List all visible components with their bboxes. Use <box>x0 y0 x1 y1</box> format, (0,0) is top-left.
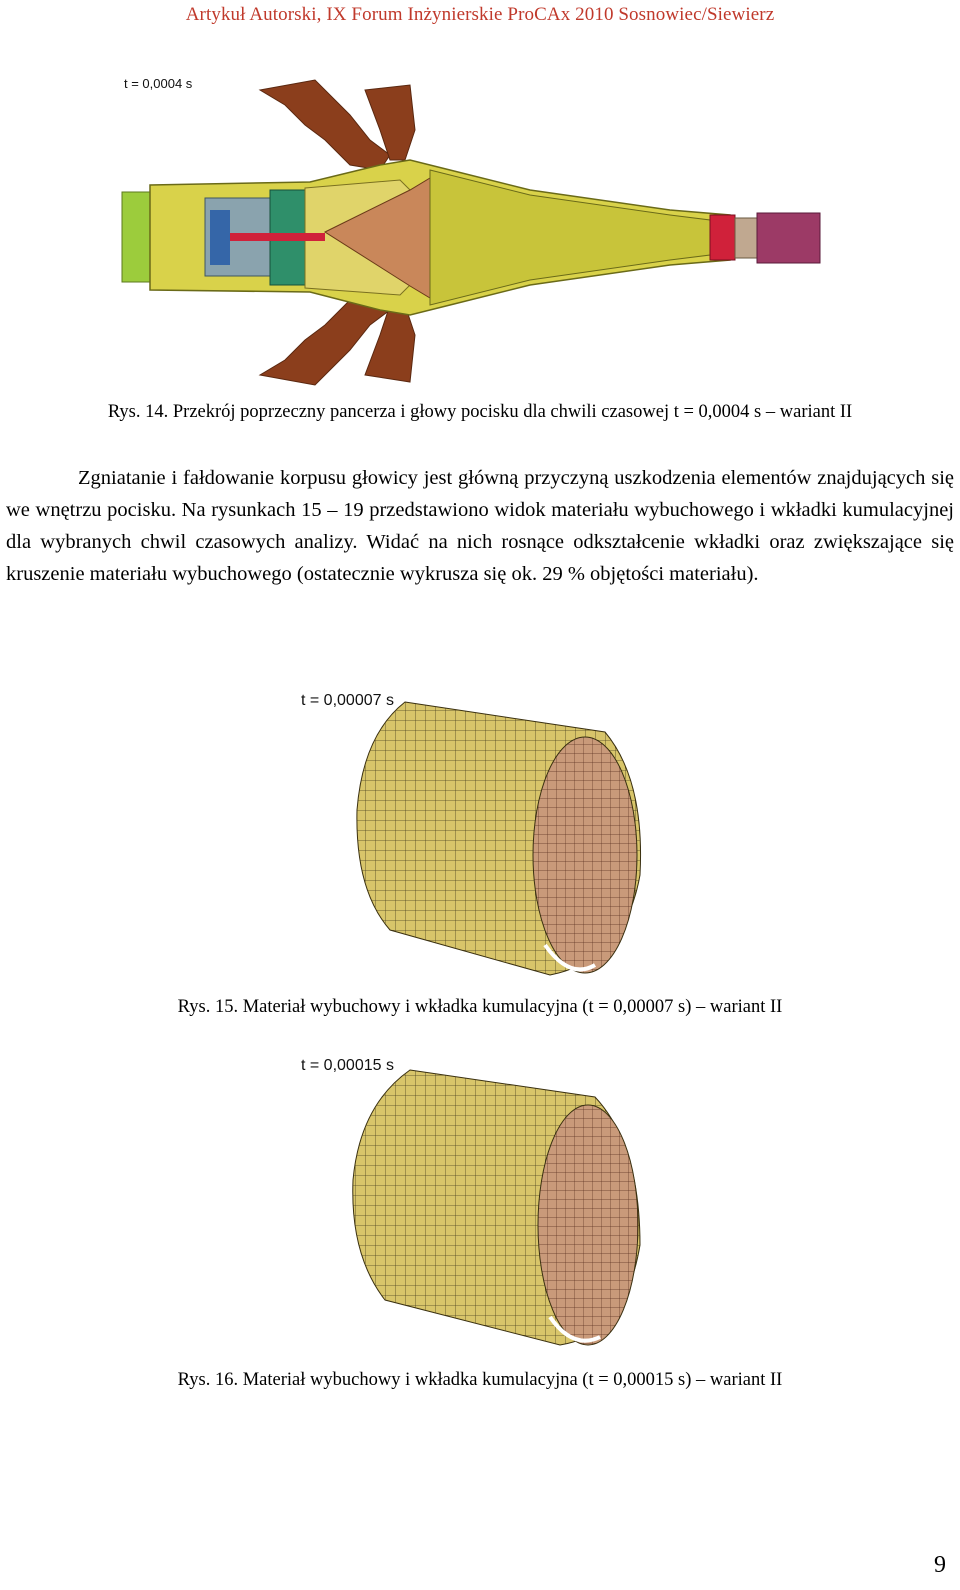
figure-14-caption: Rys. 14. Przekrój poprzeczny pancerza i głowy pocisku dla chwili czasowej t = 0,0004 s – wariant II <box>107 402 853 422</box>
body-paragraph <box>6 462 954 590</box>
figure-15 <box>295 690 655 990</box>
figure-16 <box>295 1055 655 1360</box>
cross-section-image <box>110 70 830 395</box>
figure-14 <box>110 70 830 395</box>
figure-15-caption: Rys. 15. Materiał wybuchowy i wkładka kumulacyjna (t = 0,00007 s) – wariant II <box>177 997 783 1017</box>
figure-16-time-label: t = 0,00015 s <box>301 1057 394 1074</box>
figure-15-time-label: t = 0,00007 s <box>301 692 394 709</box>
figure-16-caption: Rys. 16. Materiał wybuchowy i wkładka kumulacyjna (t = 0,00015 s) – wariant II <box>177 1370 783 1390</box>
page-number: 9 <box>934 1552 946 1578</box>
paragraph-text: Zgniatanie i fałdowanie korpusu głowicy jest główną przyczyną uszkodzenia elementów znajdujących się we wnętrzu pocisku. Na rysunkach 15 – 19 przedstawiono widok materiału wybuchowego i wkładki kumulacyjnej dla wybranych chwil czasowych analizy. Widać na nich rosnące odkształcenie wkładki oraz zwiększające się kruszenie materiału wybuchowego (ostatecznie wykrusza się ok. 29 % objętości materiału). <box>6 467 954 585</box>
mesh-image-16 <box>295 1055 655 1360</box>
page-header: Artykuł Autorski, IX Forum Inżynierskie ProCAx 2010 Sosnowiec/Siewierz <box>185 4 775 25</box>
mesh-image-15 <box>295 690 655 990</box>
figure-14-time-label: t = 0,0004 s <box>124 76 193 91</box>
